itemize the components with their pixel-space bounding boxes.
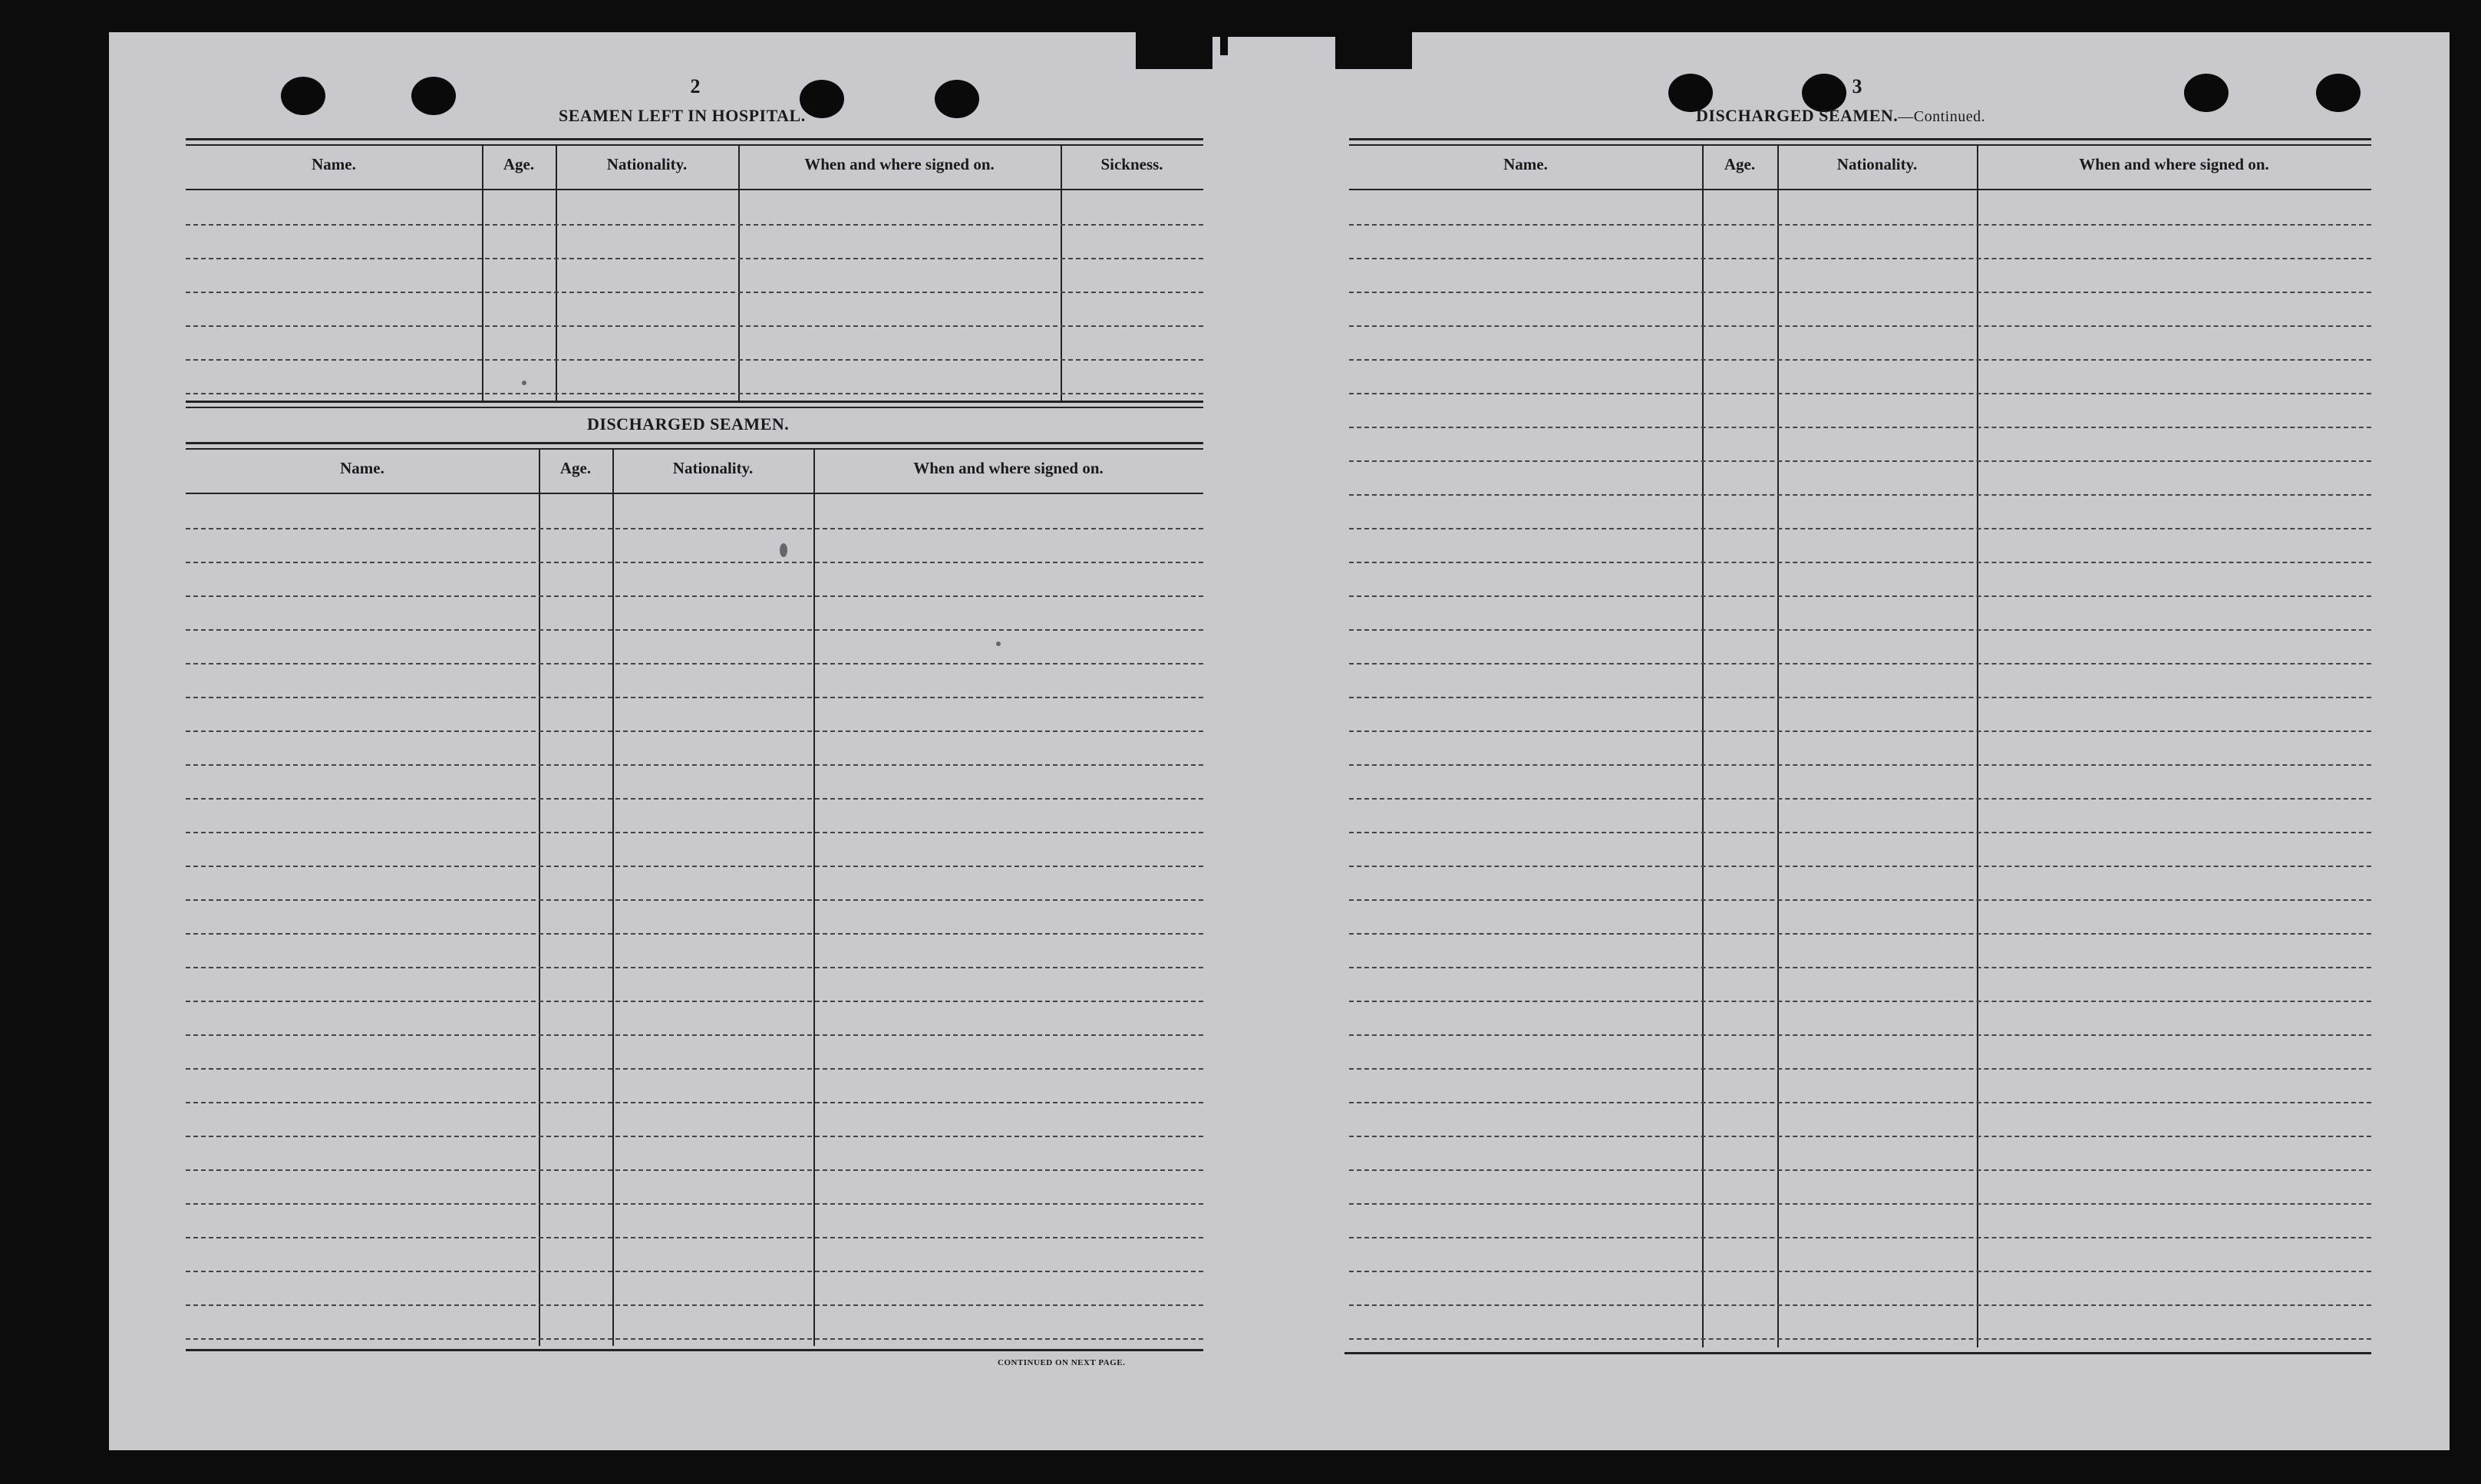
ruled-line: [1349, 1338, 2371, 1340]
col-header-nationality: Nationality.: [672, 459, 754, 477]
column-divider: [1061, 144, 1062, 401]
ruled-line: [186, 393, 1203, 394]
col-header-name: Name.: [1503, 155, 1548, 173]
header-bottom-rule: [1349, 189, 2371, 190]
punch-hole: [2184, 74, 2229, 112]
ruled-line: [186, 1034, 1203, 1036]
ruled-line: [1349, 1304, 2371, 1306]
punch-hole: [800, 80, 844, 118]
ruled-line: [1349, 1034, 2371, 1036]
ruled-line: [1349, 697, 2371, 698]
col-header-age: Age.: [559, 459, 592, 477]
ruled-line: [1349, 359, 2371, 361]
title-suffix: —Continued.: [1898, 108, 1986, 125]
ruled-line: [186, 899, 1203, 901]
ruled-line: [1349, 460, 2371, 462]
section-rule: [186, 401, 1203, 403]
page-number: 3: [1852, 75, 1862, 97]
discharged-continued-title: [1696, 106, 1985, 126]
ruled-line: [186, 764, 1203, 766]
ruled-line: [1349, 899, 2371, 901]
ruled-line: [186, 1338, 1203, 1340]
ruled-line: [1349, 1136, 2371, 1137]
ruled-line: [1349, 1102, 2371, 1103]
section-rule: [186, 407, 1203, 408]
column-divider: [738, 144, 740, 401]
header-bottom-rule: [186, 189, 1203, 190]
punch-hole: [281, 77, 325, 115]
col-header-when-where: When and where signed on.: [913, 459, 1104, 477]
ruled-line: [186, 1169, 1203, 1171]
col-header-age: Age.: [503, 155, 535, 173]
punch-hole: [2316, 74, 2361, 112]
ruled-line: [186, 258, 1203, 259]
ruled-line: [1349, 1169, 2371, 1171]
ruled-line: [186, 730, 1203, 732]
ruled-line: [1349, 1237, 2371, 1238]
column-divider: [556, 144, 557, 401]
ruled-line: [1349, 663, 2371, 665]
discharged-section-title: DISCHARGED SEAMEN.: [587, 414, 790, 434]
ruled-line: [1349, 1001, 2371, 1002]
ruled-line: [1349, 1271, 2371, 1272]
column-divider: [612, 448, 614, 1346]
paper-tear: [1197, 32, 1335, 37]
header-bottom-rule: [186, 493, 1203, 494]
continued-note: CONTINUED ON NEXT PAGE.: [998, 1358, 1126, 1367]
ruled-line: [1349, 730, 2371, 732]
ruled-line: [186, 798, 1203, 800]
ruled-line: [186, 1001, 1203, 1002]
ruled-line: [1349, 528, 2371, 529]
scan-speck: [780, 543, 787, 557]
paper-tear: [1335, 32, 1412, 69]
ruled-line: [1349, 258, 2371, 259]
ruled-line: [186, 629, 1203, 631]
ruled-line: [186, 1102, 1203, 1103]
ruled-line: [186, 1237, 1203, 1238]
table-bottom-rule: [1344, 1352, 2371, 1354]
column-divider: [539, 448, 540, 1346]
paper-tear: [1136, 32, 1212, 69]
ruled-line: [1349, 798, 2371, 800]
col-header-when-where: When and where signed on.: [804, 155, 995, 173]
table-bottom-rule: [186, 1349, 1203, 1351]
ruled-line: [1349, 393, 2371, 394]
hospital-section-title: SEAMEN LEFT IN HOSPITAL.: [559, 106, 806, 125]
col-header-when-where: When and where signed on.: [2079, 155, 2269, 173]
ruled-line: [1349, 595, 2371, 597]
ruled-line: [1349, 224, 2371, 226]
table-top-rule: [186, 138, 1203, 140]
col-header-name: Name.: [340, 459, 384, 477]
ruled-line: [186, 832, 1203, 833]
ruled-line: [186, 1068, 1203, 1070]
ruled-line: [1349, 427, 2371, 428]
ruled-line: [1349, 1068, 2371, 1070]
ruled-line: [186, 528, 1203, 529]
col-header-name: Name.: [312, 155, 356, 173]
ruled-line: [186, 1136, 1203, 1137]
punch-hole: [411, 77, 456, 115]
ruled-line: [1349, 292, 2371, 293]
ruled-line: [1349, 629, 2371, 631]
table-top-rule: [186, 442, 1203, 444]
col-header-sickness: Sickness.: [1100, 155, 1163, 173]
ruled-line: [186, 663, 1203, 665]
ruled-line: [186, 292, 1203, 293]
ruled-line: [186, 967, 1203, 968]
ruled-line: [1349, 967, 2371, 968]
table-top-rule: [186, 448, 1203, 450]
table-top-rule: [1349, 144, 2371, 146]
ruled-line: [1349, 1203, 2371, 1205]
ruled-line: [1349, 494, 2371, 496]
ruled-line: [186, 866, 1203, 867]
ruled-line: [1349, 832, 2371, 833]
page-number: 2: [690, 75, 701, 97]
col-header-nationality: Nationality.: [606, 155, 688, 173]
column-divider: [482, 144, 483, 401]
punch-hole: [935, 80, 979, 118]
scan-speck: [996, 641, 1001, 646]
ruled-line: [1349, 933, 2371, 935]
ruled-line: [186, 562, 1203, 563]
ruled-line: [186, 325, 1203, 327]
title-text: DISCHARGED SEAMEN.: [1696, 106, 1899, 125]
col-header-nationality: Nationality.: [1836, 155, 1918, 173]
column-divider: [813, 448, 815, 1346]
ruled-line: [186, 1203, 1203, 1205]
table-top-rule: [186, 144, 1203, 146]
col-header-age: Age.: [1724, 155, 1756, 173]
ruled-line: [186, 595, 1203, 597]
ruled-line: [1349, 325, 2371, 327]
scan-speck: [522, 381, 526, 385]
ruled-line: [1349, 562, 2371, 563]
ruled-line: [1349, 866, 2371, 867]
ruled-line: [186, 224, 1203, 226]
table-top-rule: [1349, 138, 2371, 140]
ruled-line: [186, 933, 1203, 935]
ruled-line: [186, 359, 1203, 361]
ruled-line: [1349, 764, 2371, 766]
ruled-line: [186, 697, 1203, 698]
ruled-line: [186, 1271, 1203, 1272]
ruled-line: [186, 1304, 1203, 1306]
